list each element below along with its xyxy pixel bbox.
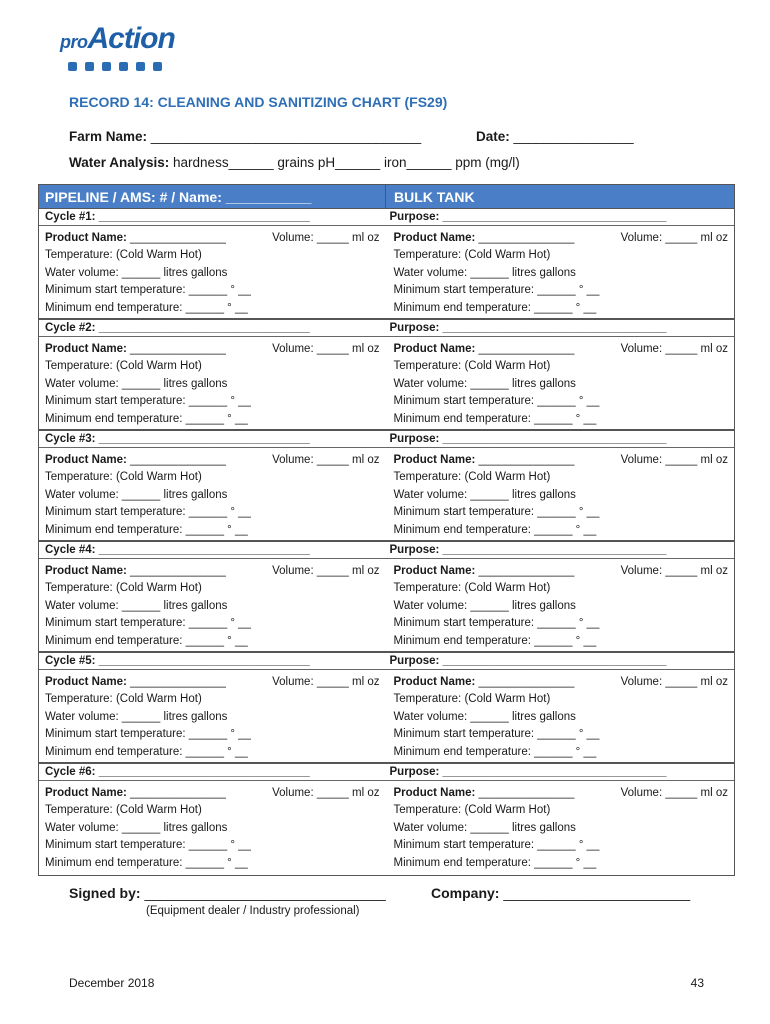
product-line[interactable] xyxy=(45,341,386,358)
volume-blank[interactable]: Volume: _____ ml oz xyxy=(272,343,380,355)
temperature-option[interactable]: Temperature: (Cold Warm Hot) xyxy=(45,582,202,595)
footer-date: December 2018 xyxy=(69,976,155,990)
min-start-temp-blank[interactable]: Minimum start temperature: ______ ° __ xyxy=(45,617,251,630)
water-volume-blank[interactable]: Water volume: ______ litres gallons xyxy=(393,488,576,501)
signed-by-label: Signed by: xyxy=(69,885,141,901)
temperature-option[interactable]: Temperature: (Cold Warm Hot) xyxy=(45,693,202,706)
min-start-temp-blank[interactable]: Minimum start temperature: ______ ° __ xyxy=(45,395,251,408)
product-name-blank[interactable]: _______________ xyxy=(475,232,575,244)
grain-icon xyxy=(119,62,128,71)
left-detail-cell xyxy=(39,337,386,429)
cycle-row xyxy=(39,653,734,670)
cycle-detail-row xyxy=(39,781,734,875)
signed-by-field[interactable] xyxy=(69,885,386,901)
temperature-option[interactable]: Temperature: (Cold Warm Hot) xyxy=(393,693,551,706)
temperature-option[interactable]: Temperature: (Cold Warm Hot) xyxy=(45,249,202,262)
cycle-label[interactable]: Cycle #3: _________________________________ xyxy=(45,433,310,445)
min-start-temp-blank[interactable]: Minimum start temperature: ______ ° __ xyxy=(45,728,251,741)
min-start-temp-blank[interactable]: Minimum start temperature: ______ ° __ xyxy=(393,617,600,630)
product-name-blank[interactable]: _______________ xyxy=(126,676,226,688)
water-volume-blank[interactable]: Water volume: ______ litres gallons xyxy=(45,266,228,279)
min-start-temp-blank[interactable]: Minimum start temperature: ______ ° __ xyxy=(393,506,600,519)
min-start-temp-blank[interactable]: Minimum start temperature: ______ ° __ xyxy=(393,395,600,408)
min-end-temp-blank[interactable]: Minimum end temperature: ______ ° __ xyxy=(45,412,248,425)
purpose-label[interactable]: Purpose: ___________________________________ xyxy=(389,655,667,667)
cleaning-chart-table xyxy=(38,184,735,876)
record-title: RECORD 14: CLEANING AND SANITIZING CHART (FS29) xyxy=(69,94,448,110)
farm-name-blank[interactable]: ____________________________________ xyxy=(147,129,422,144)
cycle-row xyxy=(39,764,734,781)
cycle-label[interactable]: Cycle #6: _________________________________ xyxy=(45,766,310,778)
right-detail-cell xyxy=(386,559,735,651)
product-name-label: Product Name: xyxy=(393,565,476,577)
volume-blank[interactable]: Volume: _____ ml oz xyxy=(272,454,380,466)
product-line[interactable] xyxy=(394,674,735,691)
cycle-row xyxy=(39,542,734,559)
volume-blank[interactable]: Volume: _____ ml oz xyxy=(272,676,380,688)
cycle-detail-row xyxy=(39,337,734,431)
min-end-temp-blank[interactable]: Minimum end temperature: ______ ° __ xyxy=(45,856,248,869)
cycle-row xyxy=(39,320,734,337)
water-volume-blank[interactable]: Water volume: ______ litres gallons xyxy=(45,377,228,390)
product-line[interactable] xyxy=(45,230,386,247)
cycle-label[interactable]: Cycle #4: _________________________________ xyxy=(45,544,310,556)
product-name-blank[interactable]: _______________ xyxy=(126,565,226,577)
company-blank[interactable]: ________________________ xyxy=(499,885,691,901)
product-line[interactable] xyxy=(394,563,735,580)
barn-icon xyxy=(85,62,94,71)
volume-blank[interactable]: Volume: _____ ml oz xyxy=(620,343,728,355)
temperature-option[interactable]: Temperature: (Cold Warm Hot) xyxy=(45,471,202,484)
left-detail-cell xyxy=(39,226,386,318)
cycle-row xyxy=(39,431,734,448)
product-name-blank[interactable]: _______________ xyxy=(126,232,226,244)
min-end-temp-blank[interactable]: Minimum end temperature: ______ ° __ xyxy=(393,412,597,425)
water-volume-blank[interactable]: Water volume: ______ litres gallons xyxy=(393,710,576,723)
cycle-label[interactable]: Cycle #2: _________________________________ xyxy=(45,322,310,334)
left-detail-cell xyxy=(39,781,386,875)
product-line[interactable] xyxy=(394,452,735,469)
product-name-blank[interactable]: _______________ xyxy=(475,565,575,577)
product-name-label: Product Name: xyxy=(45,787,127,799)
product-line[interactable] xyxy=(45,452,386,469)
left-detail-cell xyxy=(39,559,386,651)
volume-blank[interactable]: Volume: _____ ml oz xyxy=(272,232,380,244)
water-volume-blank[interactable]: Water volume: ______ litres gallons xyxy=(45,821,228,834)
cycle-detail-row xyxy=(39,448,734,542)
product-line[interactable] xyxy=(45,674,386,691)
cycle-detail-row xyxy=(39,670,734,764)
product-line[interactable] xyxy=(394,230,735,247)
min-end-temp-blank[interactable]: Minimum end temperature: ______ ° __ xyxy=(45,301,248,314)
volume-blank[interactable]: Volume: _____ ml oz xyxy=(620,454,728,466)
date-label: Date: xyxy=(476,129,510,144)
water-analysis-field[interactable] xyxy=(69,155,520,170)
dairy-icon xyxy=(68,62,77,71)
purpose-label[interactable]: Purpose: ___________________________________ xyxy=(389,211,667,223)
logo-pro-text: pro xyxy=(60,32,88,52)
right-detail-cell xyxy=(386,781,735,875)
purpose-label[interactable]: Purpose: ___________________________________ xyxy=(389,433,667,445)
product-name-label: Product Name: xyxy=(393,343,476,355)
water-volume-blank[interactable]: Water volume: ______ litres gallons xyxy=(393,821,576,834)
water-volume-blank[interactable]: Water volume: ______ litres gallons xyxy=(393,266,576,279)
min-start-temp-blank[interactable]: Minimum start temperature: ______ ° __ xyxy=(45,506,251,519)
logo-icon-row xyxy=(68,62,162,71)
logo-action-text: Action xyxy=(87,22,175,55)
farm-name-field[interactable] xyxy=(69,129,421,144)
purpose-label[interactable]: Purpose: ___________________________________ xyxy=(389,766,667,778)
right-detail-cell xyxy=(386,226,735,318)
table-header xyxy=(39,185,734,209)
product-name-blank[interactable]: _______________ xyxy=(126,454,226,466)
min-end-temp-blank[interactable]: Minimum end temperature: ______ ° __ xyxy=(45,634,248,647)
product-line[interactable] xyxy=(394,341,735,358)
product-name-label: Product Name: xyxy=(45,454,127,466)
volume-blank[interactable]: Volume: _____ ml oz xyxy=(620,676,728,688)
cycle-detail-row xyxy=(39,559,734,653)
min-start-temp-blank[interactable]: Minimum start temperature: ______ ° __ xyxy=(393,728,600,741)
volume-blank[interactable]: Volume: _____ ml oz xyxy=(272,787,380,799)
product-name-label: Product Name: xyxy=(45,565,127,577)
product-name-blank[interactable]: _______________ xyxy=(126,343,226,355)
min-end-temp-blank[interactable]: Minimum end temperature: ______ ° __ xyxy=(45,523,248,536)
water-volume-blank[interactable]: Water volume: ______ litres gallons xyxy=(45,488,228,501)
right-detail-cell xyxy=(386,670,735,762)
temperature-option[interactable]: Temperature: (Cold Warm Hot) xyxy=(393,804,551,817)
min-start-temp-blank[interactable]: Minimum start temperature: ______ ° __ xyxy=(45,839,251,852)
min-end-temp-blank[interactable]: Minimum end temperature: ______ ° __ xyxy=(393,301,597,314)
right-detail-cell xyxy=(386,337,735,429)
volume-blank[interactable]: Volume: _____ ml oz xyxy=(620,787,728,799)
min-end-temp-blank[interactable]: Minimum end temperature: ______ ° __ xyxy=(45,745,248,758)
water-volume-blank[interactable]: Water volume: ______ litres gallons xyxy=(45,710,228,723)
bulk-tank-header: BULK TANK xyxy=(385,185,734,208)
company-field[interactable] xyxy=(431,885,690,901)
volume-blank[interactable]: Volume: _____ ml oz xyxy=(620,232,728,244)
signed-by-blank[interactable]: _______________________________ xyxy=(140,885,386,901)
temperature-option[interactable]: Temperature: (Cold Warm Hot) xyxy=(393,249,551,262)
left-detail-cell xyxy=(39,448,386,540)
min-end-temp-blank[interactable]: Minimum end temperature: ______ ° __ xyxy=(393,634,597,647)
min-start-temp-blank[interactable]: Minimum start temperature: ______ ° __ xyxy=(393,839,600,852)
temperature-option[interactable]: Temperature: (Cold Warm Hot) xyxy=(393,582,551,595)
volume-blank[interactable]: Volume: _____ ml oz xyxy=(272,565,380,577)
logo-wordmark xyxy=(60,22,175,56)
product-name-blank[interactable]: _______________ xyxy=(475,343,575,355)
date-blank[interactable]: ________________ xyxy=(509,129,634,144)
water-volume-blank[interactable]: Water volume: ______ litres gallons xyxy=(393,599,576,612)
date-field[interactable] xyxy=(476,129,634,144)
min-start-temp-blank[interactable]: Minimum start temperature: ______ ° __ xyxy=(45,284,251,297)
min-start-temp-blank[interactable]: Minimum start temperature: ______ ° __ xyxy=(393,284,600,297)
product-line[interactable] xyxy=(45,563,386,580)
cycle-label[interactable]: Cycle #5: _________________________________ xyxy=(45,655,310,667)
cycle-label[interactable]: Cycle #1: _________________________________ xyxy=(45,211,310,223)
water-analysis-blanks[interactable]: hardness______ grains pH______ iron______ ppm (mg/l) xyxy=(169,155,520,170)
water-volume-blank[interactable]: Water volume: ______ litres gallons xyxy=(45,599,228,612)
temperature-option[interactable]: Temperature: (Cold Warm Hot) xyxy=(393,471,551,484)
product-name-label: Product Name: xyxy=(393,787,476,799)
product-name-blank[interactable]: _______________ xyxy=(475,787,575,799)
purpose-label[interactable]: Purpose: ___________________________________ xyxy=(389,322,667,334)
volume-blank[interactable]: Volume: _____ ml oz xyxy=(620,565,728,577)
product-name-blank[interactable]: _______________ xyxy=(475,676,575,688)
product-line[interactable] xyxy=(45,785,386,802)
product-name-blank[interactable]: _______________ xyxy=(475,454,575,466)
min-end-temp-blank[interactable]: Minimum end temperature: ______ ° __ xyxy=(393,856,597,869)
signed-by-note: (Equipment dealer / Industry professional) xyxy=(146,905,360,917)
page-number: 43 xyxy=(690,976,704,990)
product-name-blank[interactable]: _______________ xyxy=(126,787,226,799)
product-name-label: Product Name: xyxy=(45,676,127,688)
pig-icon xyxy=(102,62,111,71)
product-name-label: Product Name: xyxy=(393,454,476,466)
temperature-option[interactable]: Temperature: (Cold Warm Hot) xyxy=(393,360,551,373)
right-detail-cell xyxy=(386,448,735,540)
cycle-row xyxy=(39,209,734,226)
product-name-label: Product Name: xyxy=(393,232,476,244)
temperature-option[interactable]: Temperature: (Cold Warm Hot) xyxy=(45,804,202,817)
poultry-icon xyxy=(136,62,145,71)
water-volume-blank[interactable]: Water volume: ______ litres gallons xyxy=(393,377,576,390)
company-label: Company: xyxy=(431,885,500,901)
cycle-detail-row xyxy=(39,226,734,320)
min-end-temp-blank[interactable]: Minimum end temperature: ______ ° __ xyxy=(393,523,597,536)
purpose-label[interactable]: Purpose: ___________________________________ xyxy=(389,544,667,556)
product-name-label: Product Name: xyxy=(393,676,476,688)
temperature-option[interactable]: Temperature: (Cold Warm Hot) xyxy=(45,360,202,373)
left-detail-cell xyxy=(39,670,386,762)
leaf-icon xyxy=(153,62,162,71)
proaction-logo xyxy=(60,18,190,78)
water-analysis-label: Water Analysis: xyxy=(69,155,170,170)
product-line[interactable] xyxy=(394,785,735,802)
product-name-label: Product Name: xyxy=(45,343,127,355)
product-name-label: Product Name: xyxy=(45,232,127,244)
pipeline-header: PIPELINE / AMS: # / Name: ___________ xyxy=(45,189,312,205)
farm-name-label: Farm Name: xyxy=(69,129,148,144)
min-end-temp-blank[interactable]: Minimum end temperature: ______ ° __ xyxy=(393,745,597,758)
